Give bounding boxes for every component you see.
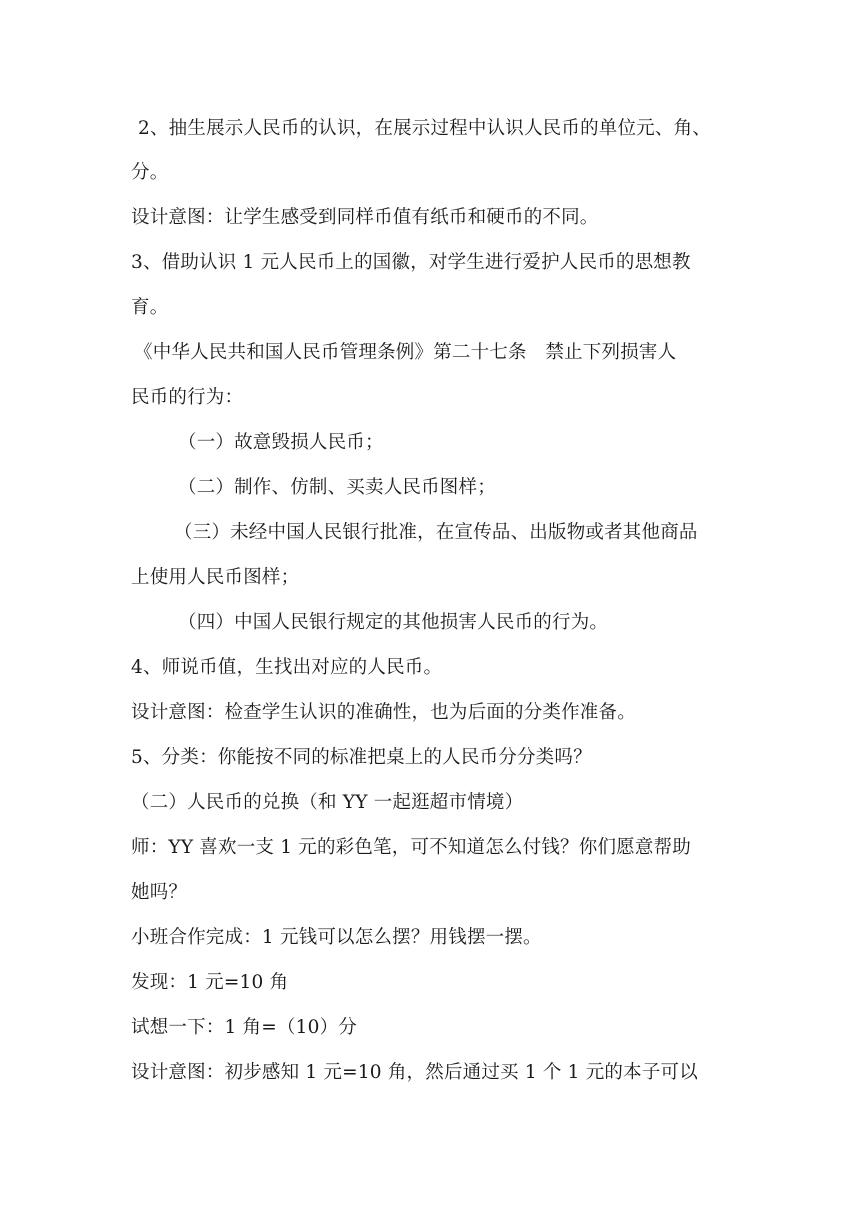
paragraph-line: 4、师说币值，生找出对应的人民币。	[131, 657, 443, 678]
paragraph-line: 育。	[131, 297, 169, 318]
paragraph-line: 小班合作完成：1 元钱可以怎么摆？用钱摆一摆。	[131, 927, 542, 948]
paragraph-line: 5、分类：你能按不同的标准把桌上的人民币分分类吗？	[131, 747, 592, 768]
regulation-item-4: （四）中国人民银行规定的其他损害人民币的行为。	[178, 612, 609, 633]
paragraph-line: 民币的行为：	[131, 387, 244, 408]
paragraph-line: 分。	[131, 162, 169, 183]
regulation-item-2: （二）制作、仿制、买卖人民币图样；	[178, 477, 496, 498]
paragraph-line: 上使用人民币图样；	[131, 567, 300, 588]
section-heading: （二）人民币的兑换（和 YY 一起逛超市情境）	[131, 792, 524, 813]
paragraph-line: 她吗？	[131, 882, 188, 903]
paragraph-line: 设计意图：让学生感受到同样币值有纸币和硬币的不同。	[131, 207, 599, 228]
regulation-item-3: （三）未经中国人民银行批准，在宣传品、出版物或者其他商品	[174, 522, 698, 543]
paragraph-line: 设计意图：初步感知 1 元=10 角，然后通过买 1 个 1 元的本子可以	[131, 1062, 698, 1083]
regulation-item-1: （一）故意毁损人民币；	[178, 432, 384, 453]
paragraph-line: 2、抽生展示人民币的认识，在展示过程中认识人民币的单位元、角、	[138, 118, 711, 139]
paragraph-line: 设计意图：检查学生认识的准确性，也为后面的分类作准备。	[131, 702, 636, 723]
paragraph-line: 师：YY 喜欢一支 1 元的彩色笔，可不知道怎么付钱？你们愿意帮助	[131, 837, 691, 858]
paragraph-line: 试想一下：1 角=（10）分	[131, 1017, 357, 1038]
paragraph-line: 3、借助认识 1 元人民币上的国徽，对学生进行爱护人民币的思想教	[131, 252, 691, 273]
paragraph-line: 发现：1 元=10 角	[131, 972, 289, 993]
regulation-title-line: 《中华人民共和国人民币管理条例》第二十七条 禁止下列损害人	[134, 342, 677, 363]
